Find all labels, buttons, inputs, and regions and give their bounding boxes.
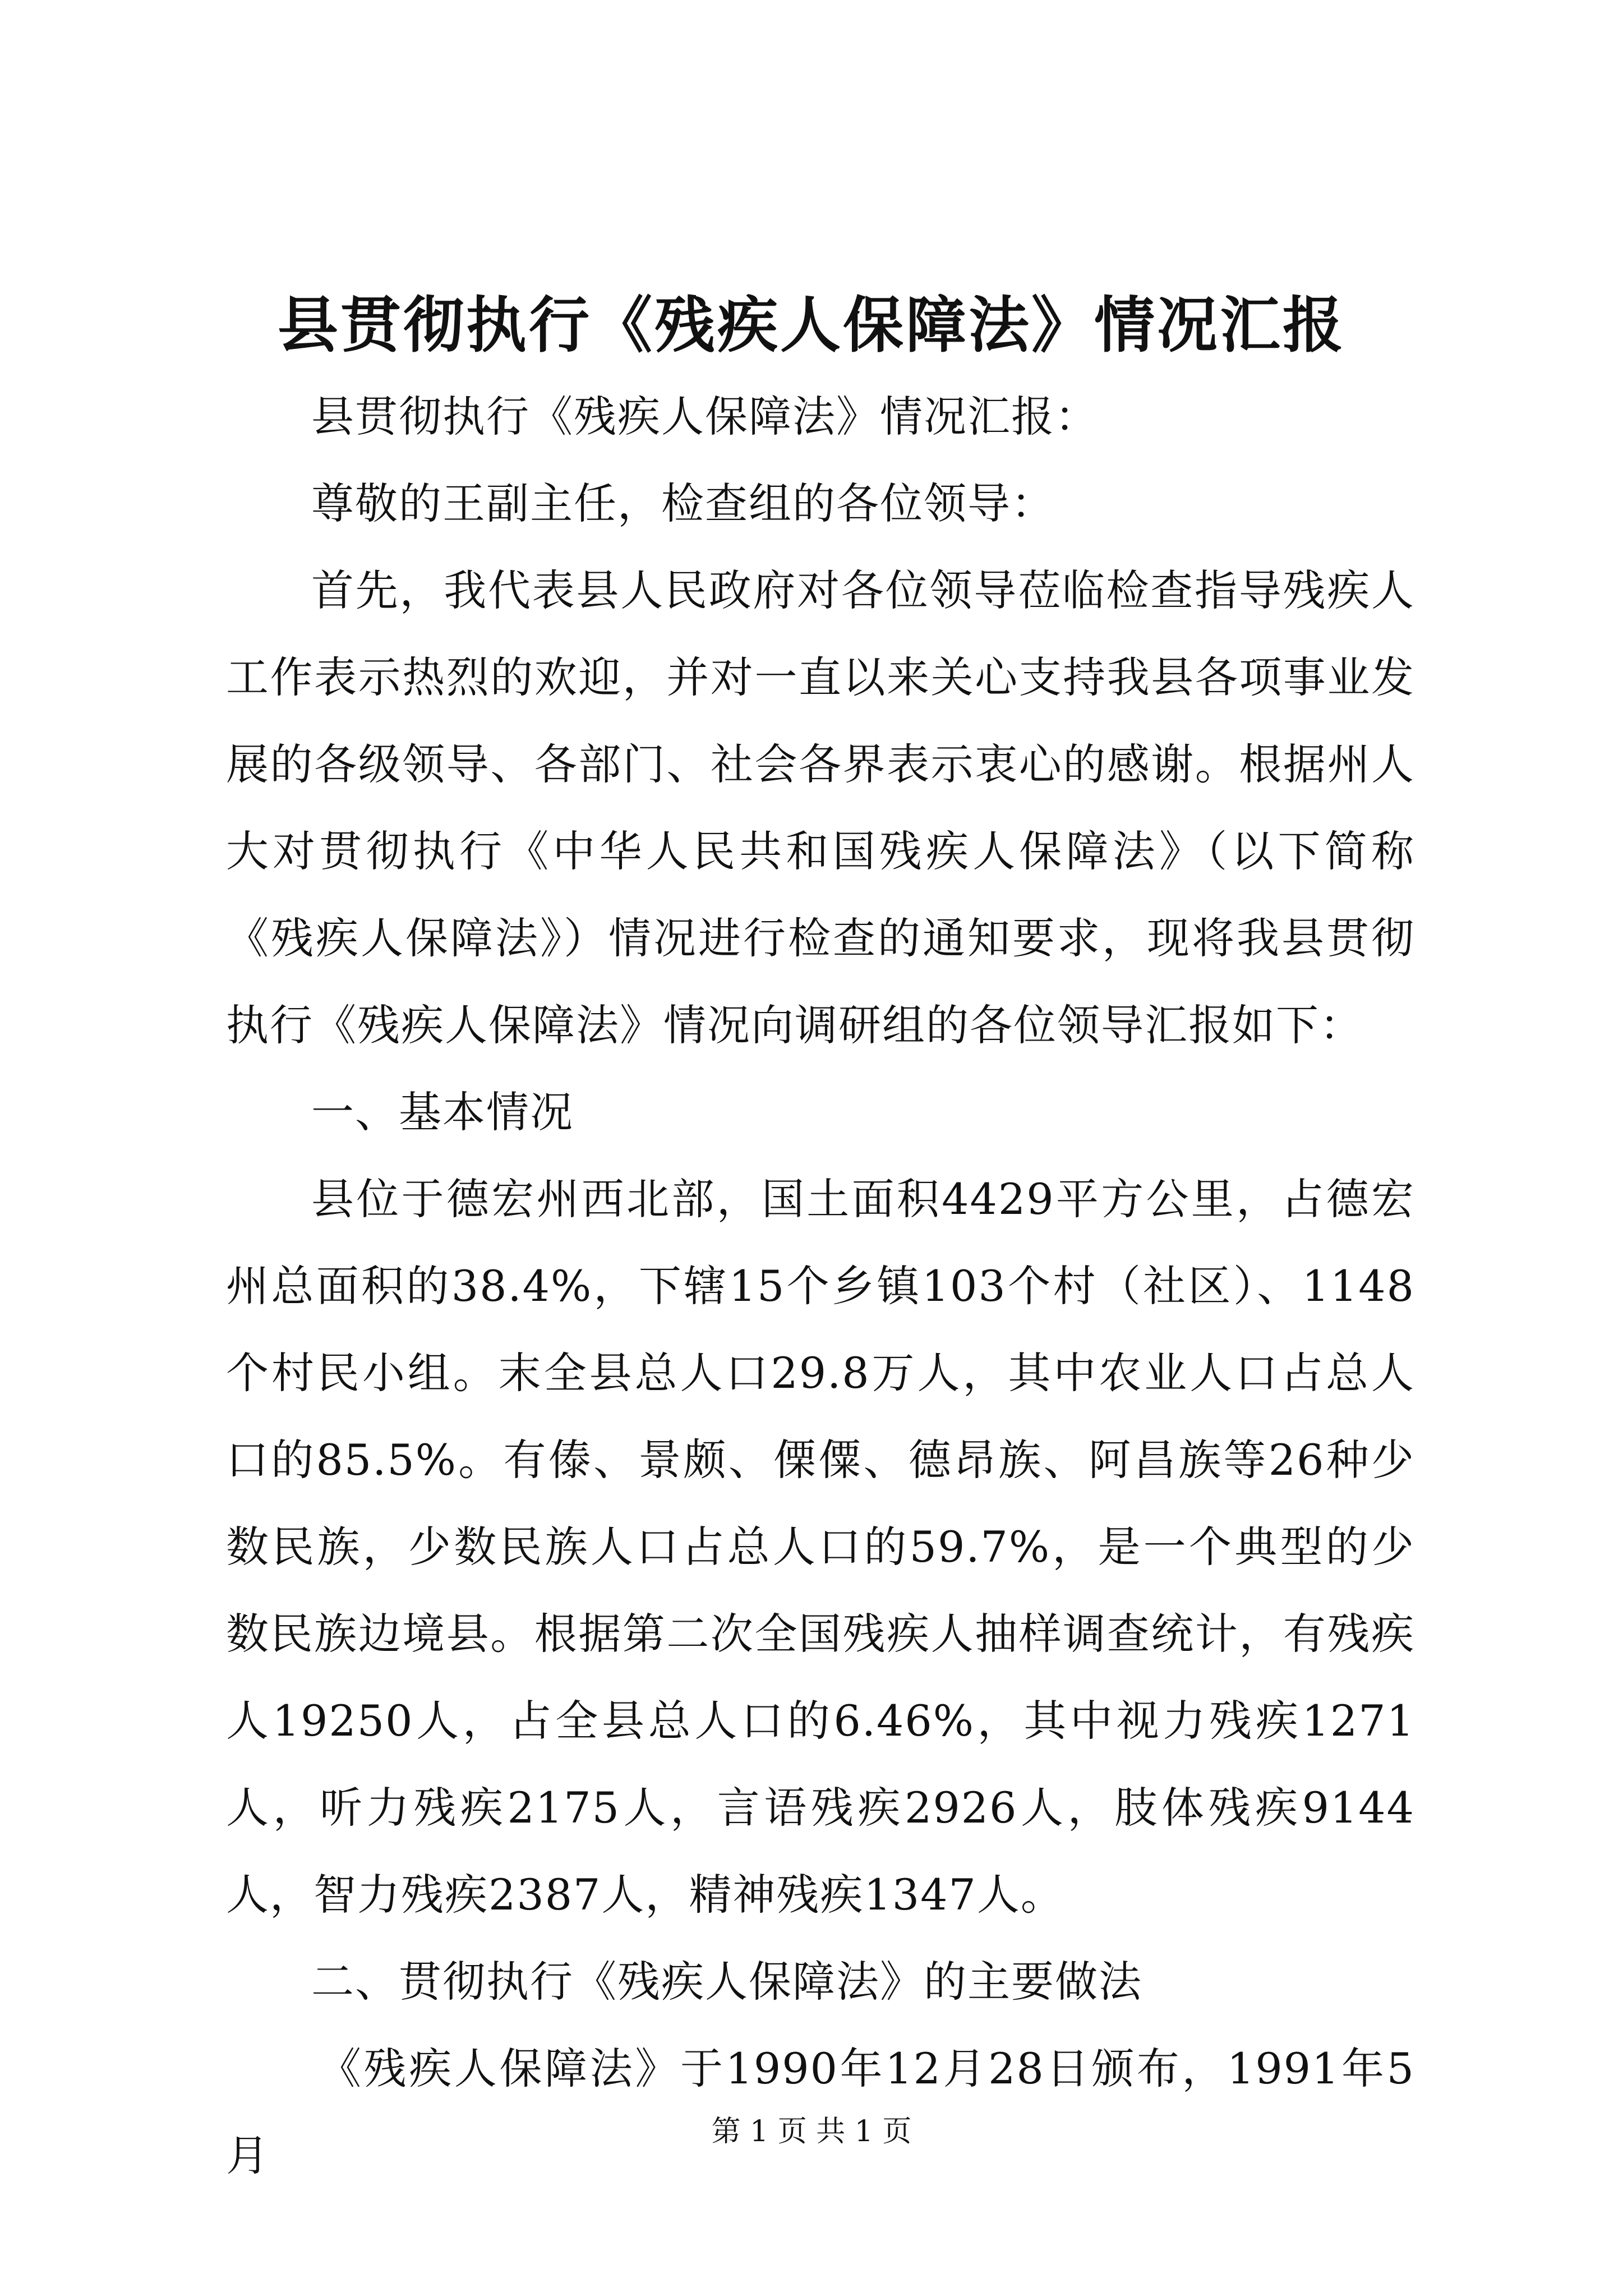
section-heading-main-practices: 二、贯彻执行《残疾人保障法》的主要做法: [311, 1957, 1142, 2007]
paragraph-introduction: 首先，我代表县人民政府对各位领导莅临检查指导残疾人工作表示热烈的欢迎，并对一直以来关心支持我县各项事业发展的各级领导、各部门、社会各界表示衷心的感谢。根据州人大对贯彻执行《中华人民共和国残疾人保障法》（以下简称《残疾人保障法》）情况进行检查的通知要求，现将我县贯彻执行《残疾人保障法》情况向调研组的各位领导汇报如下：: [226, 565, 1415, 1050]
paragraph-heading-line: 县贯彻执行《残疾人保障法》情况汇报：: [311, 392, 1099, 441]
paragraph-salutation: 尊敬的王副主任，检查组的各位领导：: [311, 478, 1055, 528]
paragraph-main-practices: 《残疾人保障法》于1990年12月28日颁布，1991年5月: [226, 2044, 1415, 2180]
section-heading-basic-situation: 一、基本情况: [311, 1087, 574, 1137]
document-body: [226, 373, 1415, 2199]
document-title: 县贯彻执行《残疾人保障法》情况汇报: [277, 290, 1345, 361]
page-footer: 第 1 页 共 1 页: [711, 2115, 912, 2148]
paragraph-basic-situation: 县位于德宏州西北部，国土面积4429平方公里，占德宏州总面积的38.4%，下辖15个乡镇103个村（社区）、1148个村民小组。末全县总人口29.8万人，其中农业人口占总人口的85.5%。有傣、景颇、傈僳、德昂族、阿昌族等26种少数民族，少数民族人口占总人口的59.7%，是一个典型的少数民族边境县。根据第二次全国残疾人抽样调查统计，有残疾人19250人，占全县总人口的6.46%，其中视力残疾1271人，听力残疾2175人，言语残疾2926人，肢体残疾9144人，智力残疾2387人，精神残疾1347人。: [226, 1174, 1415, 1920]
